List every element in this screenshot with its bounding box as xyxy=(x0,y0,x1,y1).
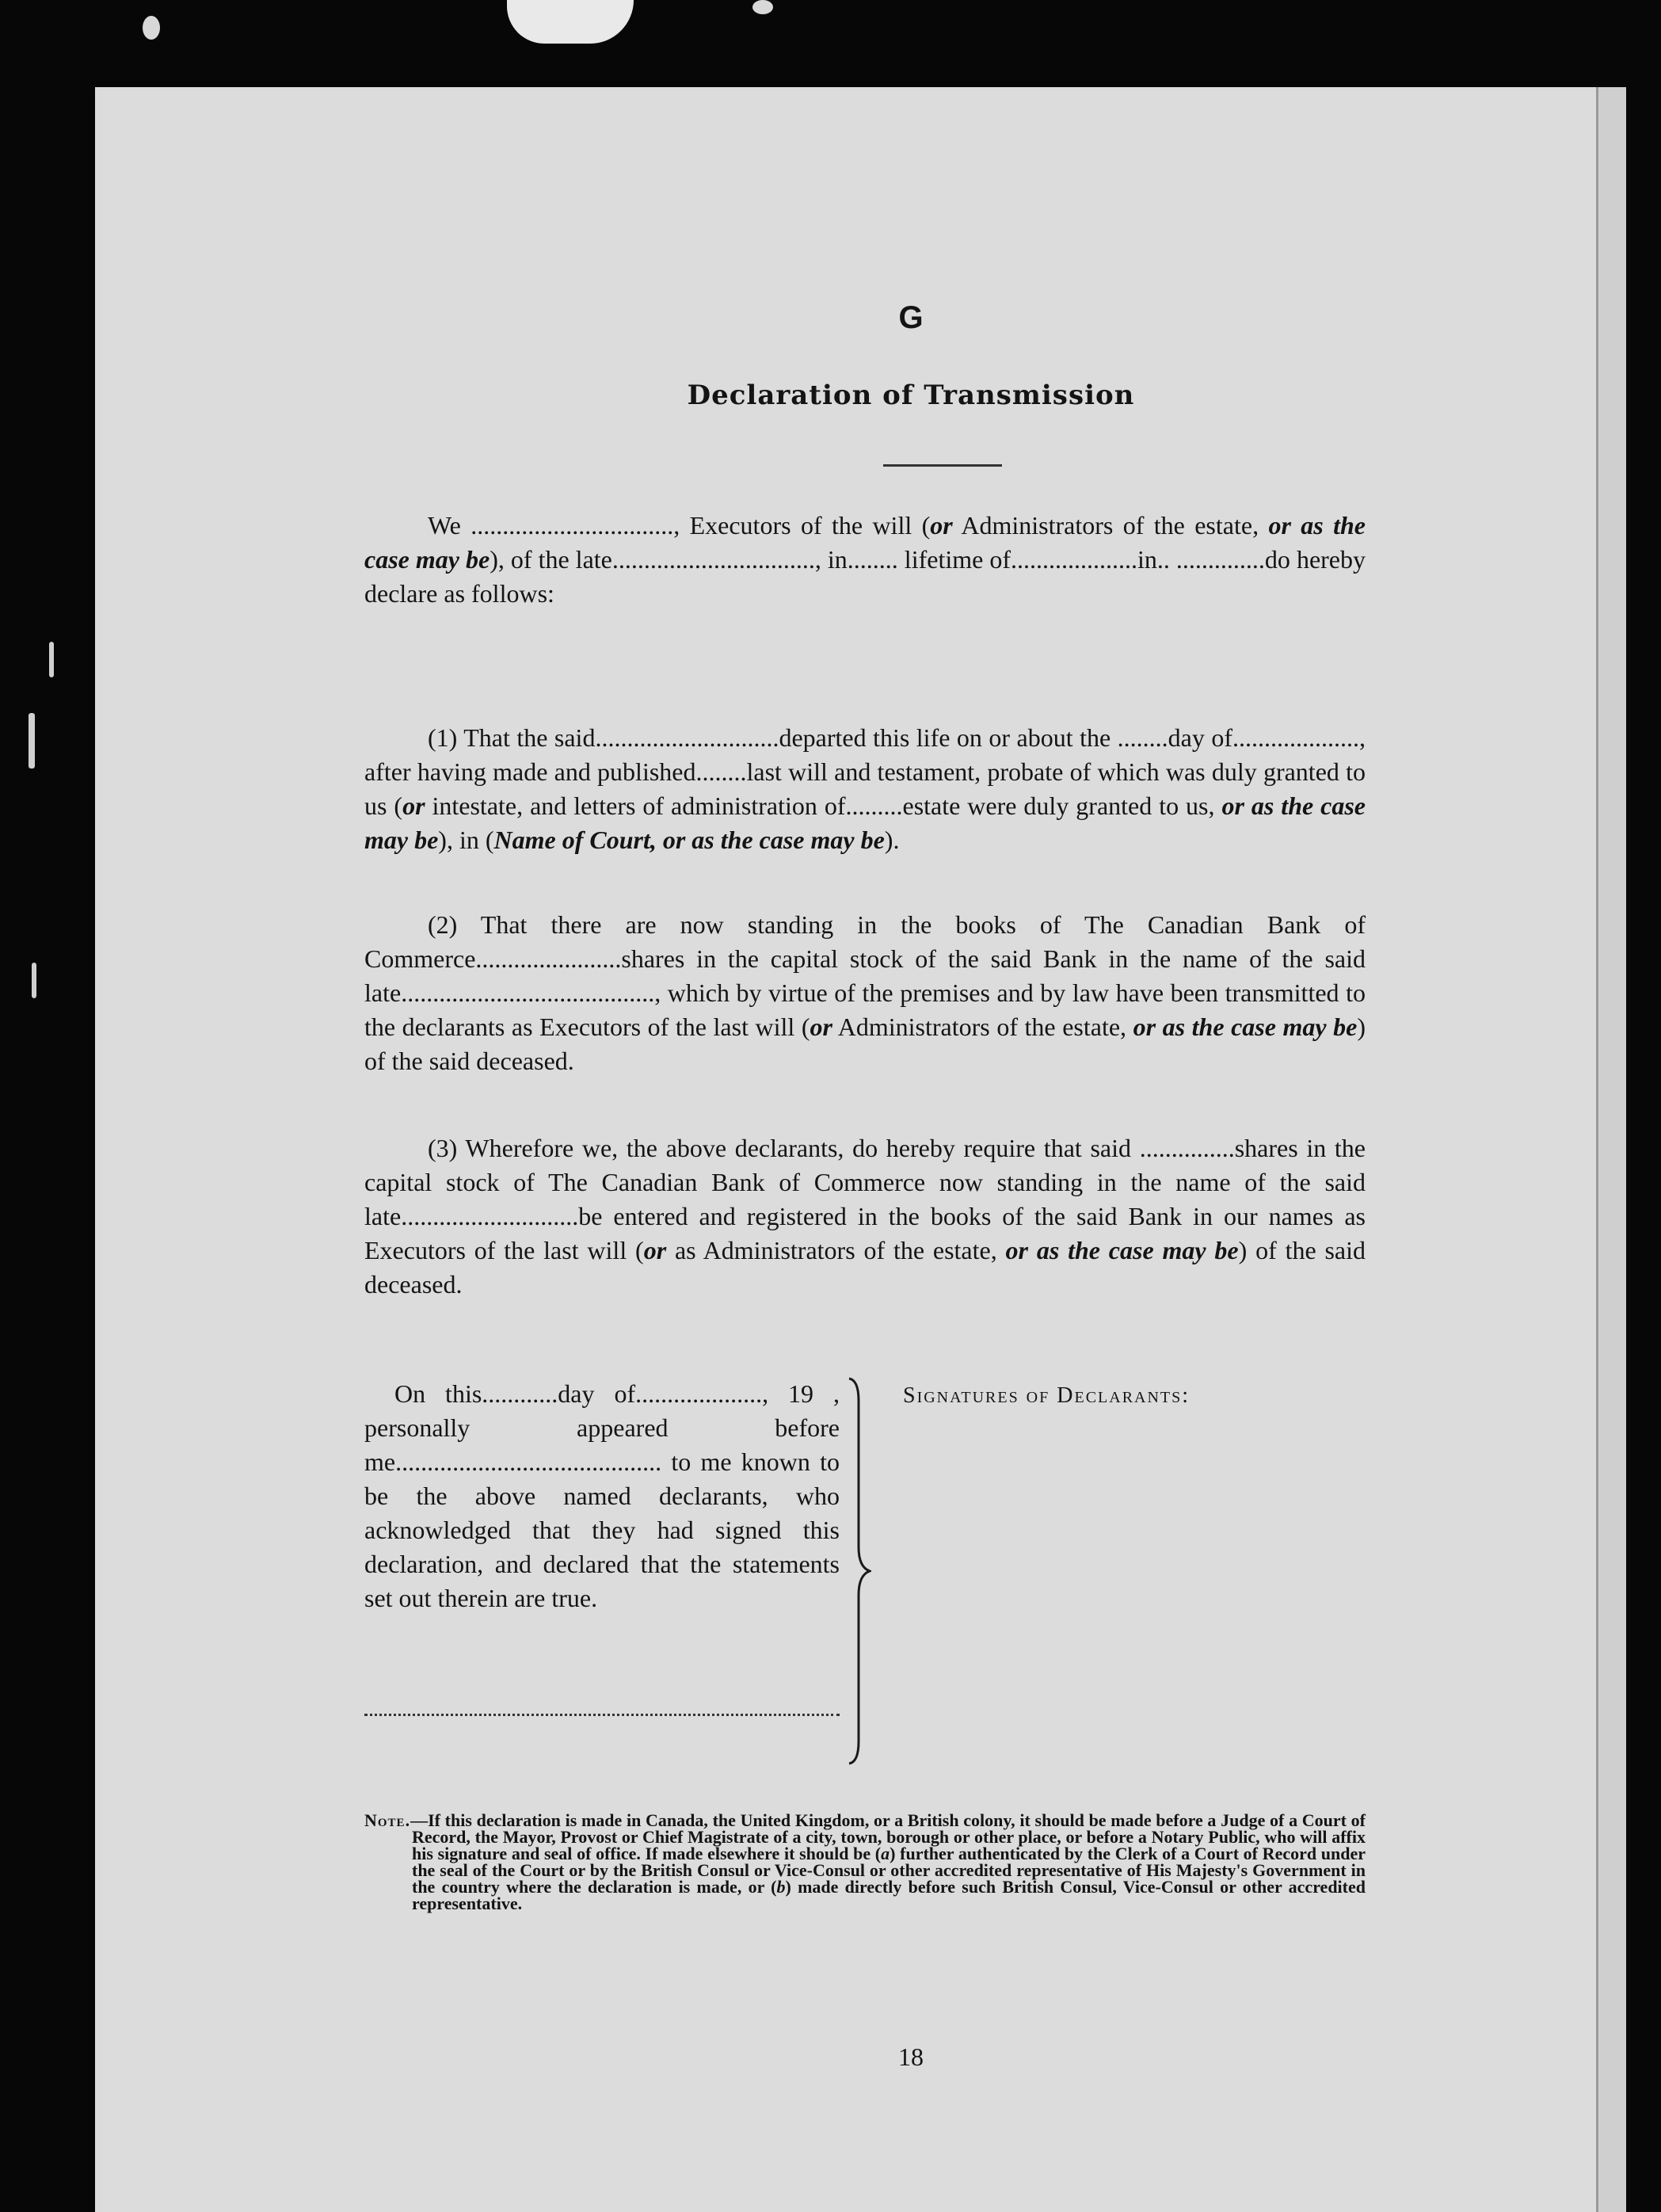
paragraph-italic: or xyxy=(402,791,425,820)
paragraph-text: intestate, and letters of administration of.........estate were duly granted to us, xyxy=(425,791,1222,820)
note-text: —If this declaration is made in Canada, the United Kingdom, or a British colony, it should be made before a Judge of a Court of Record, the Mayor, Provost or Chief Magistrate of a city, town, borough or other place, or before a Notary Public, who will affix his signature and seal of office. If made elsewhere it should be ( xyxy=(410,1810,1366,1863)
note-italic: b xyxy=(776,1877,786,1897)
note-label: Note. xyxy=(364,1810,411,1830)
footnote xyxy=(364,1812,1366,1912)
intro-italic: or as the case may be xyxy=(364,511,1366,574)
paragraph-text: ) of the said deceased. xyxy=(364,1013,1366,1075)
paragraph-text: (2) That there are now standing in the books of The Canadian Bank of Commerce.......................shares in the capital stock of the said Bank in the name of the said late........................................, which by virtue of the premises and by law have been transmitted to the declarants as Executors of the last will ( xyxy=(364,910,1366,1041)
intro-text: Administrators of the estate, xyxy=(952,511,1269,540)
paragraph-italic: or xyxy=(810,1013,832,1041)
intro-text: ), of the late................................, in........ lifetime of....................in.. ..............do hereby declare as follows: xyxy=(364,545,1366,608)
paragraph-text: as Administrators of the estate, xyxy=(666,1236,1006,1264)
jurat-block xyxy=(364,1377,840,1615)
page-number: 18 xyxy=(898,2042,924,2071)
paragraph-italic: or as the case may be xyxy=(1005,1236,1239,1264)
intro-italic: or xyxy=(930,511,953,540)
section-letter: G xyxy=(898,300,924,335)
intro-text: We ................................, Executors of the will ( xyxy=(428,511,931,540)
paragraph-italic: or as the case may be xyxy=(1133,1013,1358,1041)
adjacent-page-edge xyxy=(1596,87,1626,2212)
paragraph-text: (1) That the said.............................departed this life on or about the ........day of...................., after having made and published........last will and testament, probate of which was duly granted to us ( xyxy=(364,723,1366,820)
paragraph-text: Administrators of the estate, xyxy=(832,1013,1133,1041)
edge-mark xyxy=(49,642,54,677)
document-page xyxy=(95,87,1596,2212)
edge-mark xyxy=(29,713,35,768)
jurat-text: On this............day of...................., 19 , personally appeared before me.......................................... to me known to be the above named declarants, who acknowledged that they had signed this declaration, and declared that the statements set out therein are true. xyxy=(364,1379,840,1612)
paragraph-2 xyxy=(364,908,1366,1078)
signatures-heading: Signatures of Declarants: xyxy=(903,1383,1191,1408)
paragraph-text: ). xyxy=(884,826,900,854)
paragraph-1 xyxy=(364,721,1366,857)
note-text: ) made directly before such British Consul, Vice-Consul or other accredited representative. xyxy=(412,1877,1366,1913)
title-rule xyxy=(883,464,1002,467)
brace xyxy=(848,1377,871,1765)
commissioner-signature-line xyxy=(364,1714,840,1716)
paragraph-3 xyxy=(364,1131,1366,1302)
paragraph-text: ), in ( xyxy=(438,826,494,854)
paragraph-italic: Name of Court, or as the case may be xyxy=(493,826,885,854)
edge-mark xyxy=(32,963,36,998)
paragraph-text: ) of the said deceased. xyxy=(364,1236,1366,1299)
document-title: Declaration of Transmission xyxy=(687,379,1135,411)
note-text: ) further authenticated by the Clerk of a Court of Record under the seal of the Court or by the British Consul or Vice-Consul or other accredited representative of His Majesty's Government in the country where the declaration is made, or ( xyxy=(412,1844,1366,1897)
scan-speck xyxy=(143,16,160,40)
scan-blot xyxy=(507,0,634,44)
paragraph-italic: or as the case may be xyxy=(364,791,1366,854)
intro-paragraph xyxy=(364,509,1366,611)
note-italic: a xyxy=(881,1844,890,1863)
paragraph-text: (3) Wherefore we, the above declarants, do hereby require that said ...............shares in the capital stock of The Canadian Bank of Commerce now standing in the name of the said late............................be entered and registered in the books of the said Bank in our names as Executors of the last will ( xyxy=(364,1134,1366,1264)
paragraph-italic: or xyxy=(643,1236,667,1264)
scan-speck xyxy=(752,0,773,14)
